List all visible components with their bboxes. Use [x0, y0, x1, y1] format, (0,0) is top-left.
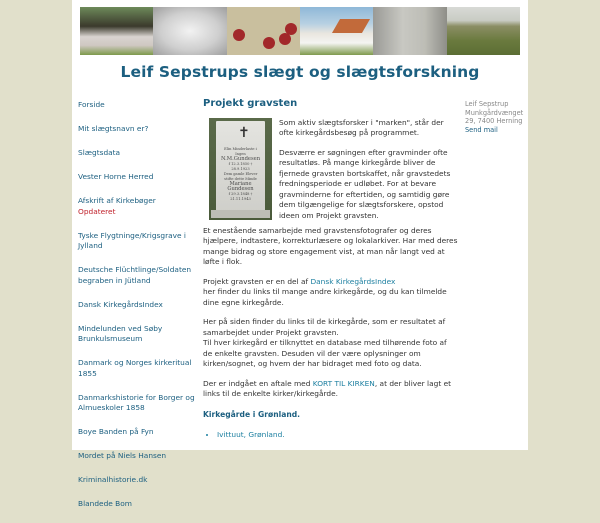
- sidebar-link[interactable]: Tyske Flygtninge/Krigsgrave i Jylland: [78, 230, 186, 250]
- sidebar-link[interactable]: Blandede Bom: [78, 499, 132, 508]
- updated-badge: Opdateret: [78, 206, 116, 216]
- sidebar-item-tyske-flygtninge[interactable]: [78, 231, 198, 252]
- sidebar-link[interactable]: Forside: [78, 100, 105, 109]
- page-container: [72, 0, 528, 508]
- tombstone-shape: [216, 121, 265, 211]
- sidebar-item-kirkeboeger[interactable]: [78, 196, 198, 217]
- sidebar-item-mordet[interactable]: [78, 451, 198, 462]
- banner-image-wax-seals: [227, 7, 300, 55]
- cemetery-list: [203, 430, 458, 441]
- sidebar-item-kriminalhistorie[interactable]: [78, 475, 198, 486]
- sidebar-item-kirkeritual[interactable]: [78, 358, 198, 379]
- index-paragraph: [203, 277, 458, 309]
- sidebar-link[interactable]: Afskrift af Kirkebøger: [78, 196, 156, 205]
- cross-icon: ✝: [238, 124, 250, 141]
- sidebar-item-slaegtsdata[interactable]: [78, 148, 198, 159]
- banner-image-farmhouse: [80, 7, 153, 55]
- sidebar-item-blandede-born[interactable]: [78, 499, 198, 510]
- sidebar-item-slaegtsnavn[interactable]: [78, 124, 198, 135]
- agreement-text-before: Der er indgået en aftale med: [203, 378, 313, 388]
- header-banner: [80, 7, 520, 55]
- database-text-1: Her på siden finder du links til de kirkegårde, som er resultatet af samarbejdet under Projekt gravsten.: [203, 317, 446, 337]
- sidebar-item-kirkegaardsindex[interactable]: [78, 300, 198, 311]
- banner-image-certificate: [373, 7, 446, 55]
- cemetery-list-item: [217, 430, 458, 441]
- sidebar-link[interactable]: Mit slægtsnavn er?: [78, 124, 149, 133]
- intro-section: [203, 118, 458, 226]
- sidebar-link[interactable]: Danmark og Norges kirkeritual 1855: [78, 358, 192, 378]
- dansk-kirkegaardsindex-link[interactable]: Dansk KirkegårdsIndex: [310, 276, 396, 286]
- kort-til-kirken-link[interactable]: KORT TIL KIRKEN: [312, 378, 375, 388]
- wax-seal-icon: [233, 29, 245, 41]
- cemetery-link-ivittuut[interactable]: Ivittuut, Grønland.: [217, 430, 285, 439]
- tombstone-photo: [209, 118, 272, 220]
- index-text-after: her finder du links til mange andre kirkegårde, og du kan tilmelde dine egne kirkegårde.: [203, 287, 447, 307]
- sidebar-item-mindelunden[interactable]: [78, 324, 198, 345]
- database-text-2: Til hver kirkegård er tilknyttet en database med tilhørende foto af de enkelte gravsten. Desuden vil der være oplysninger om kirken/sognet, og hvem der har bidraget med foto og data.: [203, 338, 447, 368]
- index-text-before: Projekt gravsten er en del af: [203, 276, 311, 286]
- roof-shape: [332, 19, 370, 33]
- banner-image-red-roof-house: [300, 7, 373, 55]
- send-mail-link[interactable]: Send mail: [465, 125, 498, 134]
- sidebar-link[interactable]: Deutsche Flüchtlinge/Soldaten begraben in Jütland: [78, 265, 192, 285]
- sidebar-link[interactable]: Danmarkshistorie for Borger og Almueskoler 1858: [78, 392, 195, 412]
- inscription-line: f 29.3.1848 † 21.11.1943: [228, 191, 253, 201]
- sidebar-item-danmarkshistorie[interactable]: [78, 393, 198, 414]
- agreement-text-after: , at der bliver lagt et links til de enkelte kirker/kirkegårde.: [203, 378, 452, 398]
- inscription-line: Dem gamle Elever: [223, 171, 258, 176]
- sidebar-item-forside[interactable]: [78, 100, 198, 111]
- wax-seal-icon: [263, 37, 275, 49]
- section-heading-greenland: Kirkegårde i Grønland.: [203, 409, 301, 419]
- sidebar-nav: [78, 100, 198, 523]
- main-content: [203, 99, 458, 441]
- sidebar-link[interactable]: Kriminalhistorie.dk: [78, 475, 148, 484]
- contact-city: 29, 7400 Herning: [465, 117, 523, 125]
- sidebar-link[interactable]: Vester Horne Herred: [78, 172, 154, 181]
- tombstone-inscription: [219, 147, 262, 202]
- collaboration-paragraph: Et enestående samarbejde med gravstensfotografer og deres hjælpere, indtastere, korrekturlæsere og lokalarkiver. Har med deres mange bidrag og store engagement vist, at man når langt ved at løfte i flok.: [203, 225, 458, 266]
- inscription-line: f 12.3.1850 † 28.9.1923: [228, 161, 253, 171]
- intro-paragraph-2: Desværre er søgningen efter gravminder ofte resultatløs. På mange kirkegårde bliver de fjernede gravsten bortskaffet, når gravstedets fredningsperiode er udløbet. For at bevare gravminderne for eftertiden, og samtidig gøre dem tilgængelige for slægtsforskere, opstod ideen om Projekt gravsten.: [279, 147, 451, 220]
- page-heading: Projekt gravsten: [203, 98, 298, 109]
- sidebar-link[interactable]: Dansk KirkegårdsIndex: [78, 299, 163, 309]
- tombstone-base: [211, 210, 270, 218]
- wax-seal-icon: [285, 23, 297, 35]
- sidebar-item-boye-banden[interactable]: [78, 427, 198, 438]
- inscription-line: Elin Minderlaste i Ingen: [224, 146, 257, 156]
- map-agreement-paragraph: [203, 379, 458, 400]
- sidebar-link[interactable]: Mordet på Niels Hansen: [78, 451, 167, 460]
- sidebar-link[interactable]: Mindelunden ved Søby Brunkulsmuseum: [78, 323, 163, 343]
- database-paragraph: [203, 317, 458, 370]
- contact-box: [465, 100, 545, 134]
- inscription-line: Mariane Gundesen: [227, 180, 254, 192]
- banner-image-heath: [447, 7, 520, 55]
- inscription-line: N.M.Gundesen: [220, 155, 261, 162]
- sidebar-item-vester-horne[interactable]: [78, 172, 198, 183]
- banner-image-church-record: [153, 7, 226, 55]
- intro-paragraph-1: Som aktiv slægtsforsker i "marken", står der ofte kirkegårdsbesøg på programmet.: [279, 117, 444, 137]
- sidebar-link[interactable]: Slægtsdata: [78, 148, 121, 157]
- contact-name: Leif Sepstrup: [465, 100, 509, 108]
- contact-street: Munkgårdvænget: [465, 108, 524, 117]
- intro-text: [279, 118, 458, 222]
- inscription-line: stifte dette Minde: [224, 176, 257, 181]
- sidebar-item-deutsche-fluechtlinge[interactable]: [78, 265, 198, 286]
- site-title: Leif Sepstrups slægt og slægtsforskning: [120, 63, 480, 81]
- sidebar-link[interactable]: Boye Banden på Fyn: [78, 427, 154, 436]
